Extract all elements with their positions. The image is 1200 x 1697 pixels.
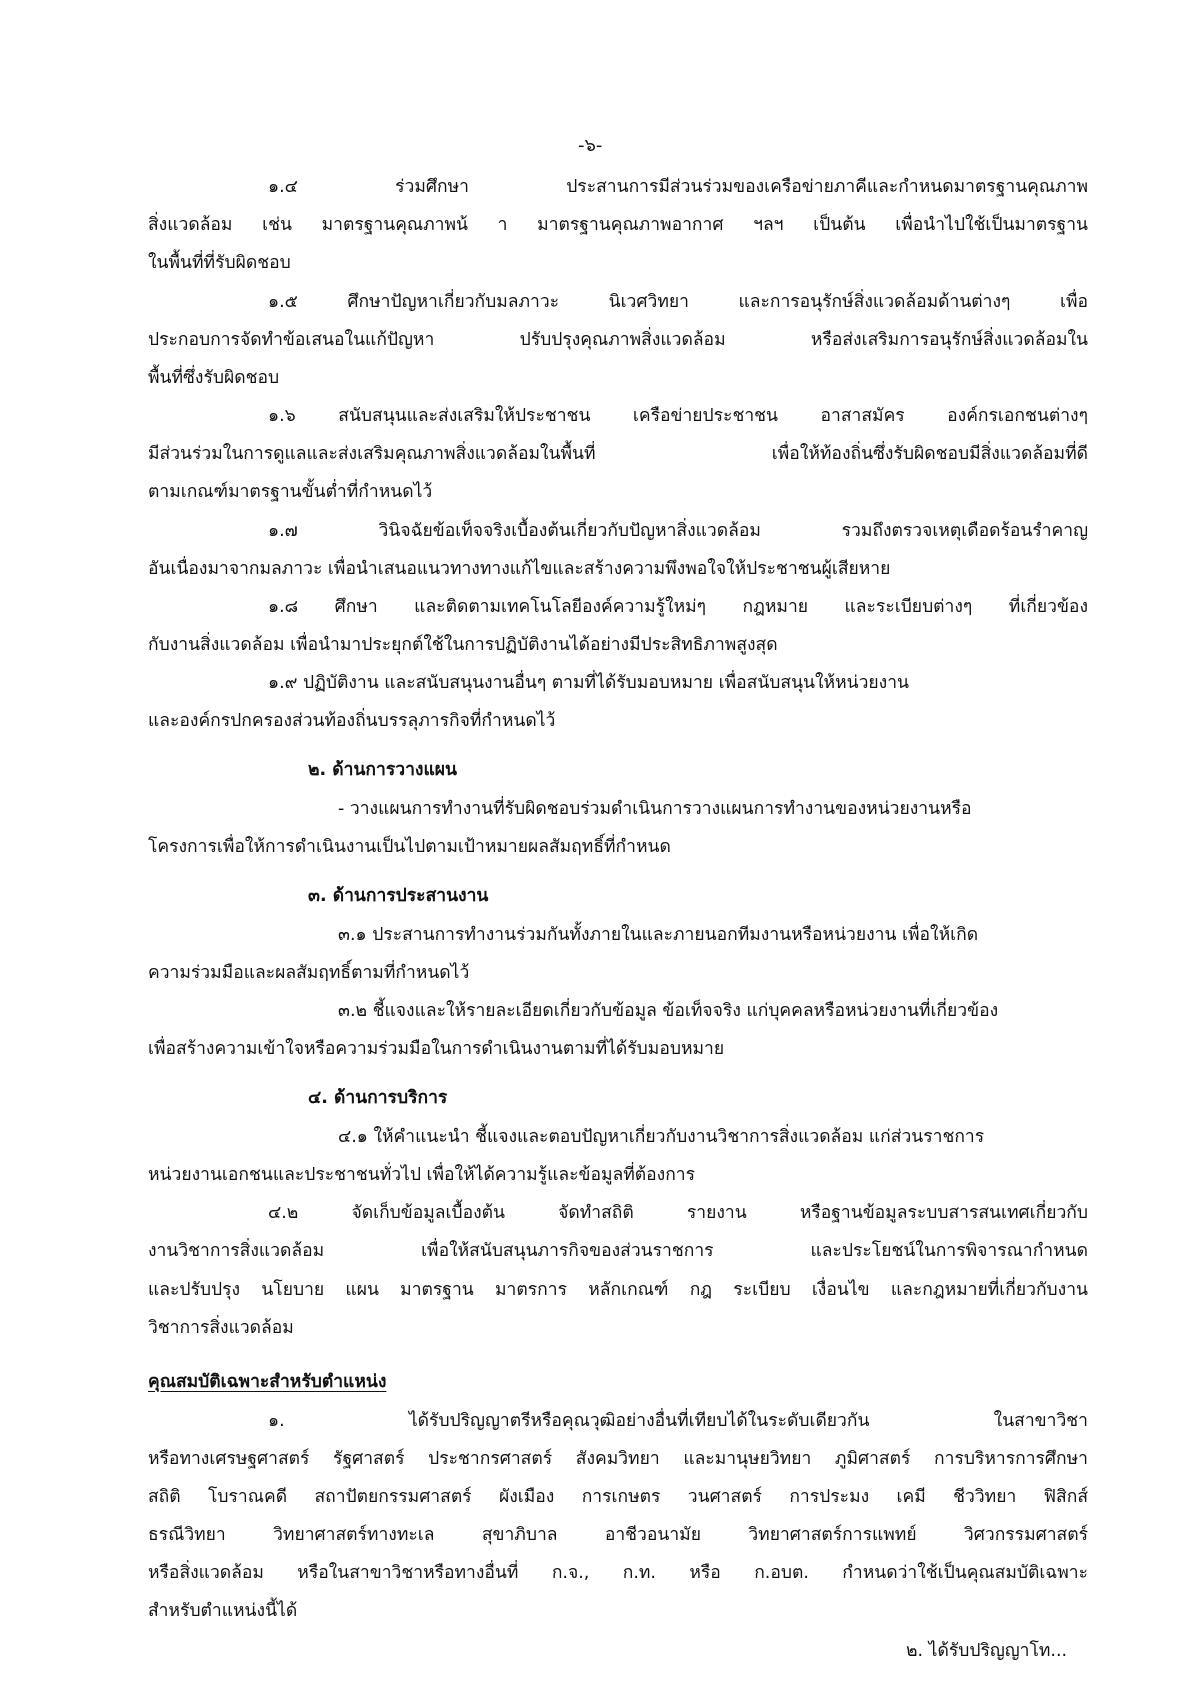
duty-1-4-line-1: ๑.๔ ร่วมศึกษา ประสานการมีส่วนร่วมของเครือข่ายภาคีและกำหนดมาตรฐานคุณภาพ <box>268 177 1088 197</box>
duty-1-8-line-2: กับงานสิ่งแวดล้อม เพื่อนำมาประยุกต์ใช้ในการปฏิบัติงานได้อย่างมีประสิทธิภาพสูงสุด <box>148 635 778 655</box>
duty-1-5-line-1: ๑.๕ ศึกษาปัญหาเกี่ยวกับมลภาวะ นิเวศวิทยา และการอนุรักษ์สิ่งแวดล้อมด้านต่างๆ เพื่อ <box>268 292 1088 312</box>
coordination-3-2-line-2: เพื่อสร้างความเข้าใจหรือความร่วมมือในการดำเนินงานตามที่ได้รับมอบหมาย <box>148 1039 725 1059</box>
planning-line-2: โครงการเพื่อให้การดำเนินงานเป็นไปตามเป้าหมายผลสัมฤทธิ์ที่กำหนด <box>148 837 671 857</box>
duty-1-7-line-1: ๑.๗ วินิจฉัยข้อเท็จจริงเบื้องต้นเกี่ยวกับปัญหาสิ่งแวดล้อม รวมถึงตรวจเหตุเดือดร้อนรำคาญ <box>268 521 1088 541</box>
service-4-2-line-4: วิชาการสิ่งแวดล้อม <box>148 1318 294 1338</box>
duty-1-7-line-2: อันเนื่องมาจากมลภาวะ เพื่อนำเสนอแนวทางทางแก้ไขและสร้างความพึงพอใจให้ประชาชนผู้เสียหาย <box>148 559 891 579</box>
service-4-2-line-3: และปรับปรุง นโยบาย แผน มาตรฐาน มาตรการ หลักเกณฑ์ กฎ ระเบียบ เงื่อนไข และกฎหมายที่เกี่ยวกับงาน <box>148 1280 1088 1300</box>
page-number: -๖- <box>578 135 603 156</box>
planning-heading: ๒. ด้านการวางแผน <box>308 760 457 780</box>
duty-1-4-line-3: ในพื้นที่ที่รับผิดชอบ <box>148 253 291 273</box>
coordination-3-2-line-1: ๓.๒ ชี้แจงและให้รายละเอียดเกี่ยวกับข้อมูล ข้อเท็จจริง แก่บุคคลหรือหน่วยงานที่เกี่ยวข้อง <box>338 1001 999 1021</box>
qualifications-heading: คุณสมบัติเฉพาะสำหรับตำแหน่ง <box>148 1372 387 1392</box>
qualifications-line-1: ๑. ได้รับปริญญาตรีหรือคุณวุฒิอย่างอื่นที่เทียบได้ในระดับเดียวกัน ในสาขาวิชา <box>268 1411 1088 1431</box>
qualifications-line-6: สำหรับตำแหน่งนี้ได้ <box>148 1601 298 1621</box>
service-heading: ๔. ด้านการบริการ <box>308 1088 448 1108</box>
service-4-2-line-2: งานวิชาการสิ่งแวดล้อม เพื่อให้สนับสนุนภารกิจของส่วนราชการ และประโยชน์ในการพิจารณากำหนด <box>148 1241 1088 1261</box>
duty-1-6-line-1: ๑.๖ สนับสนุนและส่งเสริมให้ประชาชน เครือข่ายประชาชน อาสาสมัคร องค์กรเอกชนต่างๆ <box>268 406 1088 426</box>
coordination-3-1-line-2: ความร่วมมือและผลสัมฤทธิ์ตามที่กำหนดไว้ <box>148 963 470 983</box>
coordination-3-1-line-1: ๓.๑ ประสานการทำงานร่วมกันทั้งภายในและภายนอกทีมงานหรือหน่วยงาน เพื่อให้เกิด <box>338 925 979 945</box>
qualifications-line-3: สถิติ โบราณคดี สถาปัตยกรรมศาสตร์ ผังเมือง การเกษตร วนศาสตร์ การประมง เคมี ชีววิทยา ฟิสิกส์ <box>148 1487 1088 1507</box>
continuation-text: ๒. ได้รับปริญญาโท... <box>906 1641 1068 1661</box>
duty-1-4-line-2: สิ่งแวดล้อม เช่น มาตรฐานคุณภาพน้ า มาตรฐานคุณภาพอากาศ ฯลฯ เป็นต้น เพื่อนำไปใช้เป็นมาตรฐาน <box>148 215 1088 235</box>
coordination-heading: ๓. ด้านการประสานงาน <box>308 886 489 906</box>
service-4-2-line-1: ๔.๒ จัดเก็บข้อมูลเบื้องต้น จัดทำสถิติ รายงาน หรือฐานข้อมูลระบบสารสนเทศเกี่ยวกับ <box>268 1203 1088 1223</box>
qualifications-line-4: ธรณีวิทยา วิทยาศาสตร์ทางทะเล สุขาภิบาล อาชีวอนามัย วิทยาศาสตร์การแพทย์ วิศวกรรมศาสตร์ <box>148 1525 1088 1545</box>
duty-1-6-line-2: มีส่วนร่วมในการดูแลและส่งเสริมคุณภาพสิ่งแวดล้อมในพื้นที่ เพื่อให้ท้องถิ่นซึ่งรับผิดชอบมีสิ่งแวดล้อมที่ดี <box>148 444 1088 464</box>
duty-1-5-line-2: ประกอบการจัดทำข้อเสนอในแก้ปัญหา ปรับปรุงคุณภาพสิ่งแวดล้อม หรือส่งเสริมการอนุรักษ์สิ่งแวดล้อมใน <box>148 330 1088 350</box>
planning-line-1: - วางแผนการทำงานที่รับผิดชอบร่วมดำเนินการวางแผนการทำงานของหน่วยงานหรือ <box>338 799 972 819</box>
service-4-1-line-2: หน่วยงานเอกชนและประชาชนทั่วไป เพื่อให้ได้ความรู้และข้อมูลที่ต้องการ <box>148 1165 696 1185</box>
qualifications-line-5: หรือสิ่งแวดล้อม หรือในสาขาวิชาหรือทางอื่นที่ ก.จ., ก.ท. หรือ ก.อบต. กำหนดว่าใช้เป็นคุณสมบัติเฉพาะ <box>148 1563 1088 1583</box>
duty-1-9-line-2: และองค์กรปกครองส่วนท้องถิ่นบรรลุภารกิจที่กำหนดไว้ <box>148 711 556 731</box>
duty-1-8-line-1: ๑.๘ ศึกษา และติดตามเทคโนโลยีองค์ความรู้ใหม่ๆ กฎหมาย และระเบียบต่างๆ ที่เกี่ยวข้อง <box>268 597 1088 617</box>
duty-1-9-line-1: ๑.๙ ปฏิบัติงาน และสนับสนุนงานอื่นๆ ตามที่ได้รับมอบหมาย เพื่อสนับสนุนให้หน่วยงาน <box>268 673 909 693</box>
duty-1-5-line-3: พื้นที่ซึ่งรับผิดชอบ <box>148 368 280 388</box>
qualifications-line-2: หรือทางเศรษฐศาสตร์ รัฐศาสตร์ ประชากรศาสตร์ สังคมวิทยา และมานุษยวิทยา ภูมิศาสตร์ การบริหารการศึกษา <box>148 1449 1088 1469</box>
service-4-1-line-1: ๔.๑ ให้คำแนะนำ ชี้แจงและตอบปัญหาเกี่ยวกับงานวิชาการสิ่งแวดล้อม แก่ส่วนราชการ <box>338 1127 985 1147</box>
duty-1-6-line-3: ตามเกณฑ์มาตรฐานขั้นต่ำที่กำหนดไว้ <box>148 482 433 502</box>
